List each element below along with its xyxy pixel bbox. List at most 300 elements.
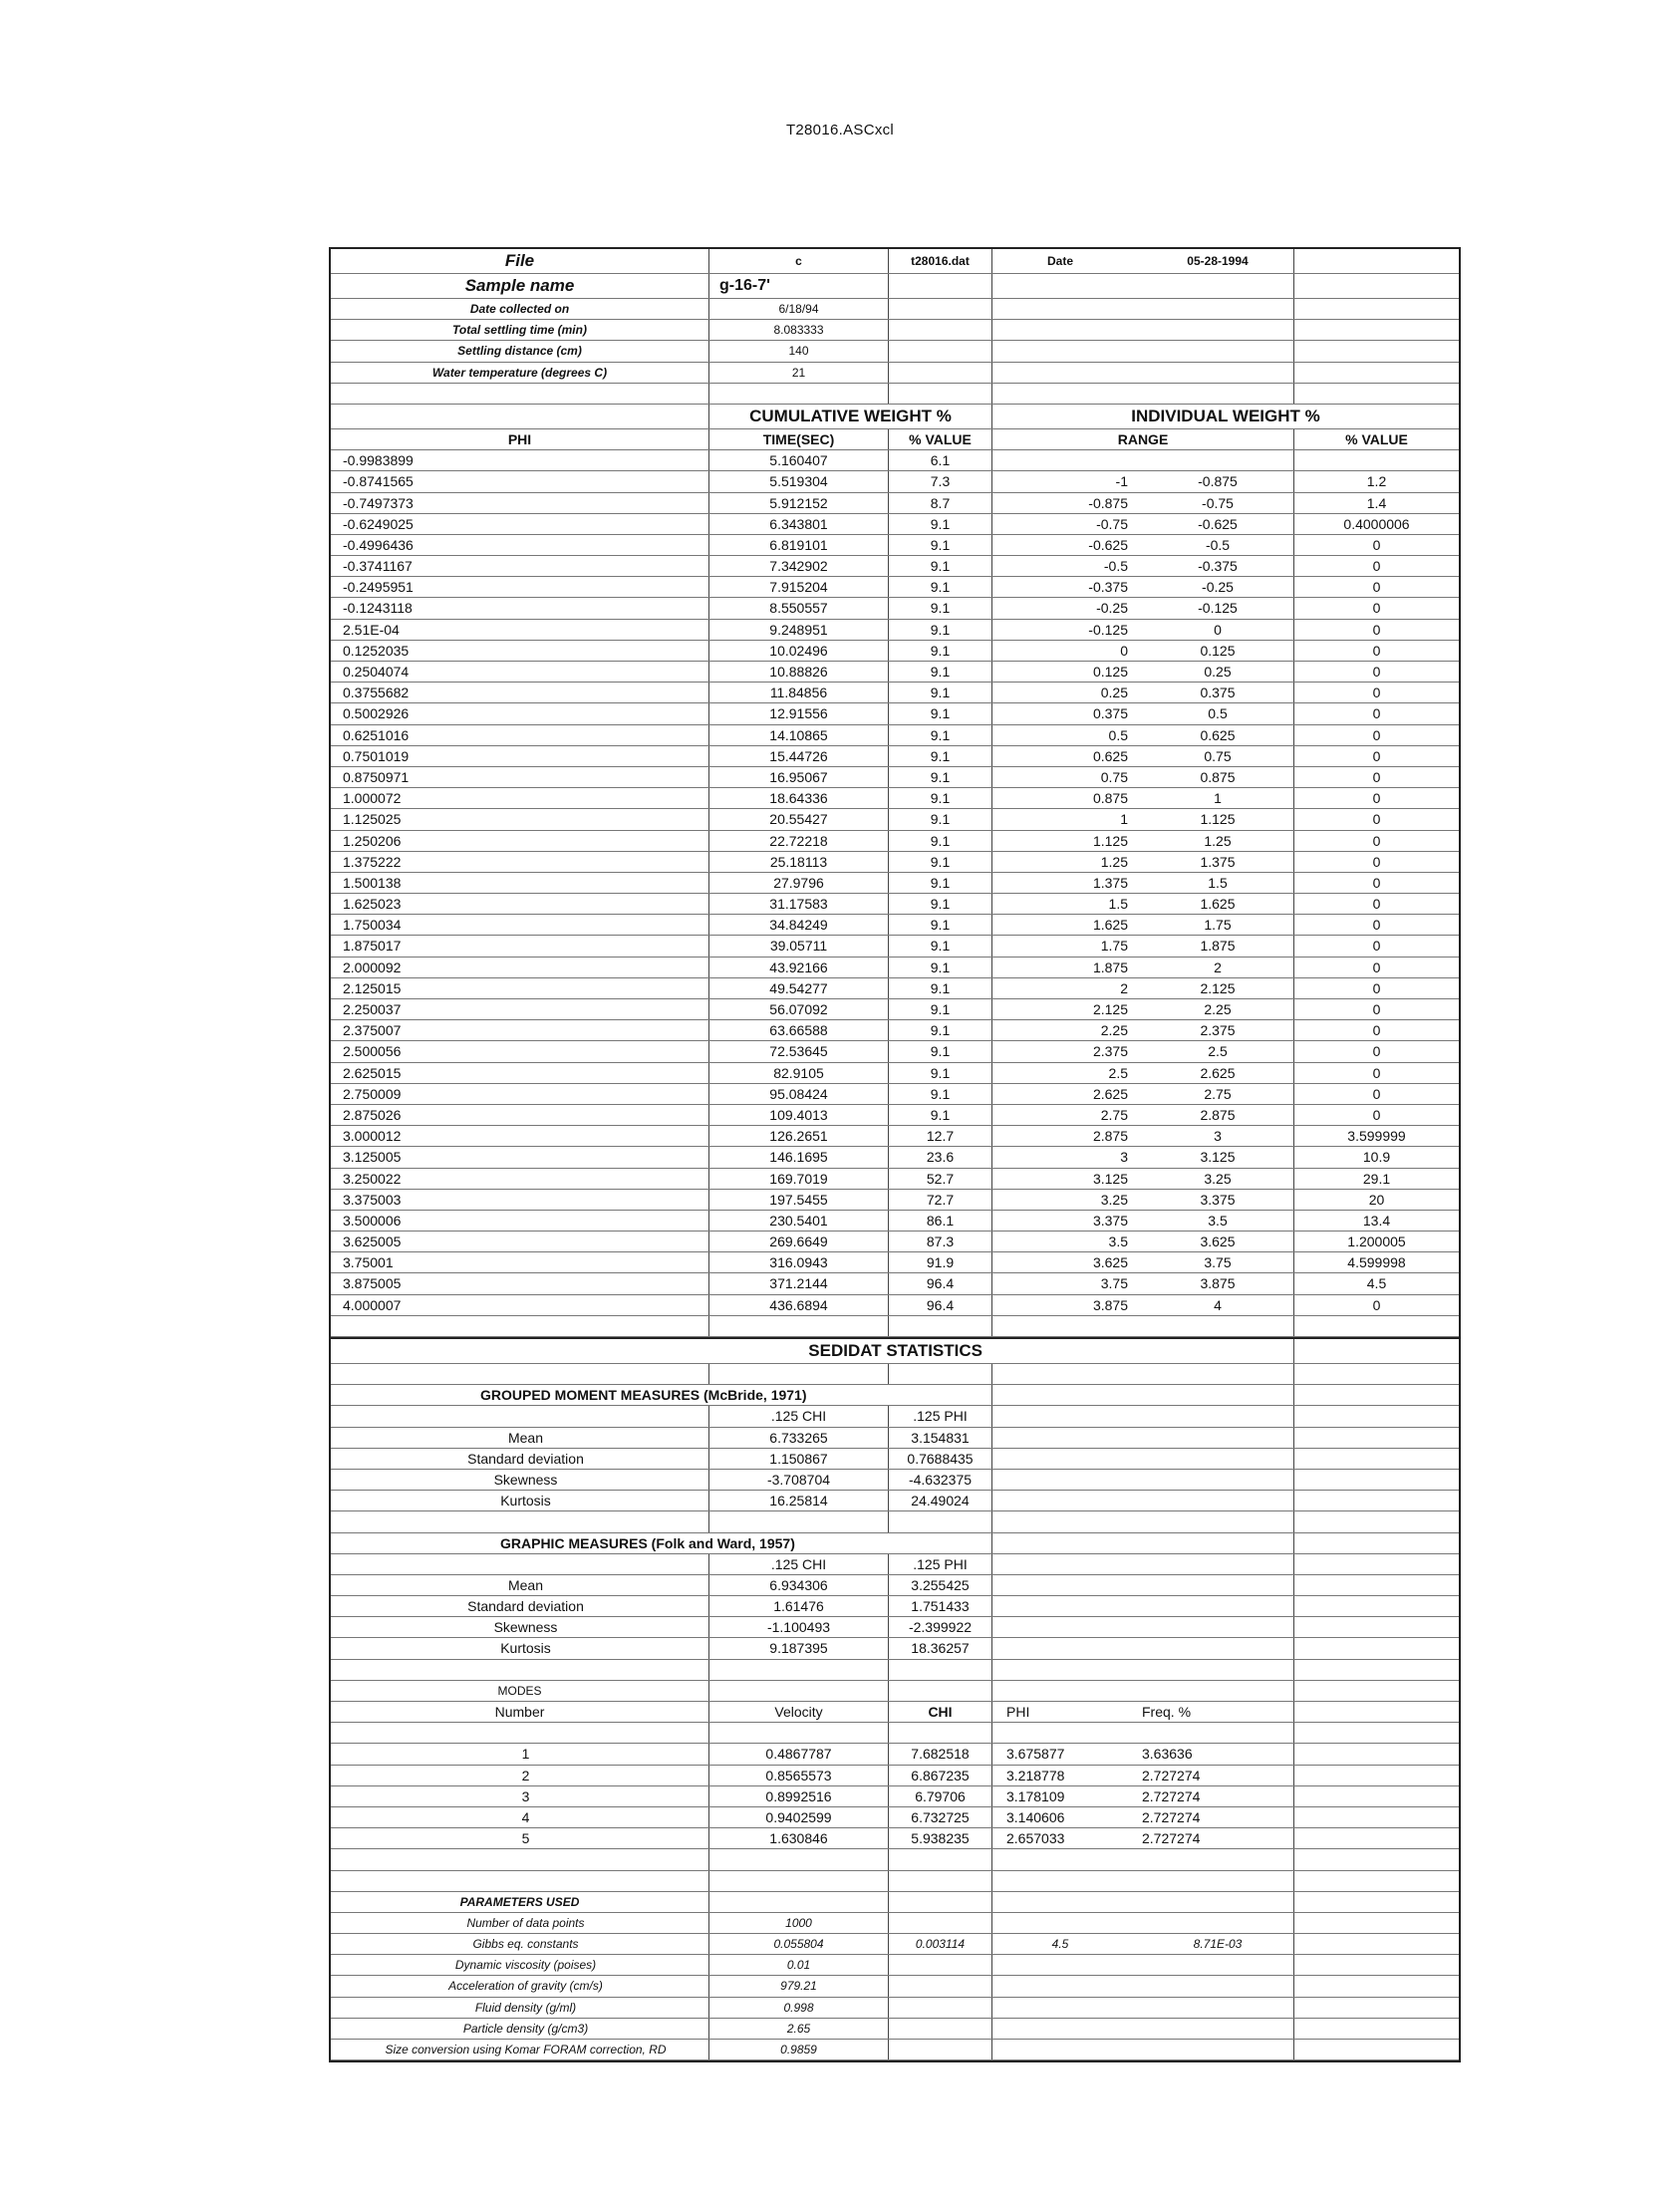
mode-row <box>331 1766 1459 1786</box>
phi-cell: -0.6249025 <box>331 514 709 534</box>
range-start-cell: 2.625 <box>1092 1085 1128 1102</box>
range-end-cell: -0.625 <box>1198 515 1238 532</box>
col-value-header: % VALUE <box>889 429 992 449</box>
individual-value-cell: 4.5 <box>1293 1273 1459 1293</box>
individual-value-cell: 0 <box>1293 999 1459 1019</box>
phi-cell: -0.9983899 <box>331 450 709 470</box>
spacer-row <box>331 1849 1459 1870</box>
cumulative-value-cell: 9.1 <box>889 978 992 998</box>
weight-table-row <box>331 978 1459 999</box>
range-start-cell: 1.125 <box>1092 832 1128 849</box>
empty-cell <box>992 1449 1142 1469</box>
settling-distance-value: 140 <box>709 341 889 361</box>
stat-phi-value: 18.36257 <box>889 1638 992 1658</box>
header-settling-time-row <box>331 320 1459 341</box>
mode-row <box>331 1786 1459 1807</box>
cumulative-value-cell: 9.1 <box>889 535 992 555</box>
range-end-cell: 2 <box>1214 959 1222 975</box>
individual-value-cell: 0 <box>1293 978 1459 998</box>
time-cell: 5.519304 <box>709 471 889 491</box>
header-empty-cell <box>889 274 992 298</box>
mode-phi: 3.218778 <box>1006 1767 1065 1783</box>
individual-value-cell: 0 <box>1293 577 1459 597</box>
range-end-cell: 3.875 <box>1200 1275 1236 1292</box>
settling-distance-label: Settling distance (cm) <box>331 341 709 361</box>
time-cell: 18.64336 <box>709 788 889 808</box>
param-value: 2.65 <box>709 2019 889 2039</box>
range-end-cell: 4 <box>1214 1296 1222 1313</box>
phi-cell: 2.125015 <box>331 978 709 998</box>
mode-chi: 5.938235 <box>889 1828 992 1848</box>
time-cell: 146.1695 <box>709 1147 889 1167</box>
time-cell: 16.95067 <box>709 767 889 787</box>
header-empty-cell <box>1142 274 1293 298</box>
range-start-cell: 0.875 <box>1092 790 1128 807</box>
range-end-cell: -0.5 <box>1205 536 1231 553</box>
weight-table-row <box>331 915 1459 936</box>
range-start-cell: 2 <box>1120 979 1128 996</box>
phi-cell: 0.2504074 <box>331 662 709 682</box>
phi-cell: 2.51E-04 <box>331 620 709 640</box>
time-cell: 197.5455 <box>709 1190 889 1210</box>
range-start-cell: 2.375 <box>1092 1043 1128 1060</box>
time-cell: 22.72218 <box>709 831 889 851</box>
weight-table-row <box>331 1273 1459 1294</box>
mode-freq: 2.727274 <box>1142 1808 1201 1825</box>
range-start-cell: 0.5 <box>1108 726 1128 743</box>
mode-phi: 3.140606 <box>1006 1808 1065 1825</box>
time-cell: 9.248951 <box>709 620 889 640</box>
range-start-cell: 3.625 <box>1092 1254 1128 1271</box>
cumulative-value-cell: 9.1 <box>889 936 992 956</box>
cumulative-value-cell: 23.6 <box>889 1147 992 1167</box>
param-row <box>331 1913 1459 1934</box>
phi-cell: 3.000012 <box>331 1126 709 1146</box>
param-value: 0.9859 <box>709 2040 889 2059</box>
stat-chi-value: 1.61476 <box>709 1596 889 1616</box>
param-label: Particle density (g/cm3) <box>331 2019 709 2039</box>
param-value-3 <box>992 1955 1142 1975</box>
weight-table-row <box>331 1020 1459 1041</box>
range-end-cell: 2.5 <box>1208 1043 1228 1060</box>
individual-value-cell: 0 <box>1293 1063 1459 1083</box>
modes-freq-header: Freq. % <box>1142 1704 1192 1720</box>
param-value-4 <box>1142 1955 1293 1975</box>
cumulative-value-cell: 9.1 <box>889 831 992 851</box>
stat-phi-value: -4.632375 <box>889 1470 992 1490</box>
stat-chi-value: 6.733265 <box>709 1428 889 1448</box>
phi-cell: 2.000092 <box>331 958 709 977</box>
phi-cell: -0.7497373 <box>331 493 709 513</box>
time-cell: 56.07092 <box>709 999 889 1019</box>
range-end-cell: -0.375 <box>1198 558 1238 575</box>
moment-chi-header: .125 CHI <box>709 1406 889 1426</box>
weight-table-row <box>331 1252 1459 1273</box>
param-value-4 <box>1142 1998 1293 2018</box>
phi-cell: 1.625023 <box>331 894 709 914</box>
weight-table-row <box>331 662 1459 683</box>
mode-chi: 6.867235 <box>889 1766 992 1785</box>
param-value-2 <box>889 1976 992 1996</box>
weight-table-row <box>331 788 1459 809</box>
phi-cell: 1.375222 <box>331 852 709 872</box>
cumulative-value-cell: 8.7 <box>889 493 992 513</box>
time-cell: 6.819101 <box>709 535 889 555</box>
range-end-cell: 0.375 <box>1200 685 1236 701</box>
empty-cell <box>1293 1638 1459 1658</box>
stat-chi-value: 1.150867 <box>709 1449 889 1469</box>
stat-row <box>331 1491 1459 1511</box>
individual-value-cell: 13.4 <box>1293 1211 1459 1231</box>
spacer-row <box>331 1723 1459 1744</box>
range-end-cell: 3 <box>1214 1128 1222 1145</box>
range-end-cell: -0.25 <box>1202 579 1234 596</box>
range-start-cell: 0.625 <box>1092 747 1128 764</box>
phi-cell: 0.1252035 <box>331 641 709 661</box>
mode-number: 4 <box>331 1807 709 1827</box>
range-start-cell: -0.625 <box>1088 536 1128 553</box>
weight-table-row <box>331 809 1459 830</box>
cumulative-value-cell: 9.1 <box>889 641 992 661</box>
weight-table-row <box>331 514 1459 535</box>
empty-cell <box>992 1491 1142 1510</box>
range-end-cell: -0.875 <box>1198 473 1238 490</box>
param-row <box>331 1998 1459 2019</box>
weight-table-row <box>331 450 1459 471</box>
individual-value-cell: 0 <box>1293 958 1459 977</box>
param-value-2 <box>889 1998 992 2018</box>
time-cell: 15.44726 <box>709 746 889 766</box>
collected-label: Date collected on <box>331 299 709 319</box>
mode-chi: 6.79706 <box>889 1786 992 1806</box>
stat-chi-value: 9.187395 <box>709 1638 889 1658</box>
param-row <box>331 1934 1459 1955</box>
col-phi-header: PHI <box>331 429 709 449</box>
cumulative-value-cell: 9.1 <box>889 852 992 872</box>
range-start-cell: 0.75 <box>1100 768 1128 785</box>
range-end-cell: 1.125 <box>1200 811 1236 828</box>
header-empty-cell <box>1293 274 1459 298</box>
header-settling-distance-row <box>331 341 1459 362</box>
time-cell: 27.9796 <box>709 873 889 893</box>
param-label: Number of data points <box>331 1913 709 1933</box>
weight-section-header <box>331 405 1459 429</box>
empty-cell <box>1142 1491 1293 1510</box>
time-cell: 82.9105 <box>709 1063 889 1083</box>
individual-value-cell: 0 <box>1293 936 1459 956</box>
stats-title: SEDIDAT STATISTICS <box>808 1341 982 1360</box>
time-cell: 6.343801 <box>709 514 889 534</box>
cumulative-value-cell: 86.1 <box>889 1211 992 1231</box>
range-end-cell: 3.625 <box>1200 1233 1236 1250</box>
phi-cell: 1.875017 <box>331 936 709 956</box>
param-value-4 <box>1142 2019 1293 2039</box>
range-start-cell: -0.125 <box>1088 621 1128 638</box>
param-row <box>331 2019 1459 2040</box>
range-start-cell: 1.5 <box>1108 896 1128 913</box>
phi-cell: 3.125005 <box>331 1147 709 1167</box>
phi-cell: -0.8741565 <box>331 471 709 491</box>
range-start-cell: -1 <box>1115 473 1128 490</box>
range-start-cell: 3.25 <box>1100 1191 1128 1208</box>
cumulative-value-cell: 9.1 <box>889 683 992 702</box>
mode-freq: 3.63636 <box>1142 1746 1193 1763</box>
document-title: T28016.ASCxcl <box>785 122 895 138</box>
mode-freq: 2.727274 <box>1142 1787 1201 1804</box>
cumulative-value-cell: 9.1 <box>889 725 992 745</box>
weight-column-header <box>331 429 1459 450</box>
time-cell: 5.160407 <box>709 450 889 470</box>
stats-title-row <box>331 1337 1459 1364</box>
empty-cell <box>1142 1470 1293 1490</box>
phi-cell: 0.8750971 <box>331 767 709 787</box>
range-end-cell: -0.125 <box>1198 600 1238 617</box>
mode-velocity: 0.9402599 <box>709 1807 889 1827</box>
range-start-cell: 0.375 <box>1092 705 1128 722</box>
phi-cell: 0.6251016 <box>331 725 709 745</box>
header-sample-row <box>331 274 1459 299</box>
weight-table-row <box>331 1147 1459 1168</box>
sample-label: Sample name <box>331 274 709 298</box>
range-start-cell: 1.875 <box>1092 959 1128 975</box>
time-cell: 10.88826 <box>709 662 889 682</box>
mode-freq: 2.727274 <box>1142 1830 1201 1847</box>
range-end-cell: 2.25 <box>1204 1001 1232 1017</box>
weight-table-row <box>331 831 1459 852</box>
param-value-3 <box>992 2019 1142 2039</box>
cumulative-value-cell: 96.4 <box>889 1295 992 1315</box>
phi-cell: 3.375003 <box>331 1190 709 1210</box>
empty-cell <box>1293 1491 1459 1510</box>
weight-table-row <box>331 1105 1459 1126</box>
time-cell: 95.08424 <box>709 1084 889 1104</box>
modes-velocity-header: Velocity <box>709 1702 889 1722</box>
weight-table-row <box>331 471 1459 492</box>
param-value-3 <box>992 1998 1142 2018</box>
stat-label: Kurtosis <box>331 1491 709 1510</box>
param-value-2 <box>889 1955 992 1975</box>
range-end-cell: 0.25 <box>1204 664 1232 680</box>
cumulative-value-cell: 9.1 <box>889 703 992 723</box>
time-cell: 7.915204 <box>709 577 889 597</box>
phi-cell: -0.1243118 <box>331 598 709 618</box>
empty-cell <box>1293 1934 1459 1954</box>
spacer-row <box>331 1316 1459 1337</box>
param-label: Size conversion using Komar FORAM correction, RD <box>331 2040 709 2059</box>
col-time-header: TIME(SEC) <box>709 429 889 449</box>
param-value-2 <box>889 2040 992 2059</box>
weight-table-row <box>331 767 1459 788</box>
cumulative-value-cell: 9.1 <box>889 620 992 640</box>
stat-label: Skewness <box>331 1470 709 1490</box>
phi-cell: 1.125025 <box>331 809 709 829</box>
graphic-title-row <box>331 1533 1459 1554</box>
individual-value-cell: 0 <box>1293 662 1459 682</box>
modes-phi-header: PHI <box>1006 1704 1030 1720</box>
time-cell: 5.912152 <box>709 493 889 513</box>
empty-cell <box>992 1470 1142 1490</box>
empty-cell <box>992 1596 1142 1616</box>
header-file-row <box>331 249 1459 274</box>
stat-label: Skewness <box>331 1617 709 1637</box>
range-start-cell: 2.75 <box>1100 1106 1128 1123</box>
spacer-row <box>331 1660 1459 1681</box>
graphic-phi-header: .125 PHI <box>889 1554 992 1574</box>
range-end-cell: 0.875 <box>1200 768 1236 785</box>
time-cell: 63.66588 <box>709 1020 889 1040</box>
mode-row <box>331 1828 1459 1849</box>
phi-cell: 1.250206 <box>331 831 709 851</box>
cumulative-value-cell: 9.1 <box>889 1084 992 1104</box>
spacer-row <box>331 384 1459 405</box>
param-value-2 <box>889 2019 992 2039</box>
weight-table-row <box>331 1126 1459 1147</box>
time-cell: 25.18113 <box>709 852 889 872</box>
individual-value-cell: 0 <box>1293 703 1459 723</box>
weight-table-row <box>331 1211 1459 1232</box>
range-start-cell: 0 <box>1120 642 1128 659</box>
range-end-cell: 1.25 <box>1204 832 1232 849</box>
range-start-cell: 1.625 <box>1092 917 1128 934</box>
stat-phi-value: 1.751433 <box>889 1596 992 1616</box>
weight-rows <box>331 450 1459 1316</box>
stat-chi-value: -3.708704 <box>709 1470 889 1490</box>
individual-value-cell: 0 <box>1293 809 1459 829</box>
range-start-cell: -0.75 <box>1096 515 1128 532</box>
cumulative-value-cell: 52.7 <box>889 1169 992 1189</box>
weight-table-row <box>331 958 1459 978</box>
cumulative-value-cell: 9.1 <box>889 894 992 914</box>
time-cell: 39.05711 <box>709 936 889 956</box>
phi-cell: 1.500138 <box>331 873 709 893</box>
phi-cell: 2.250037 <box>331 999 709 1019</box>
stat-label: Mean <box>331 1428 709 1448</box>
cumulative-value-cell: 9.1 <box>889 746 992 766</box>
individual-value-cell: 0 <box>1293 1295 1459 1315</box>
range-start-cell: 3 <box>1120 1149 1128 1166</box>
weight-table-row <box>331 725 1459 746</box>
time-cell: 12.91556 <box>709 703 889 723</box>
individual-value-cell: 0 <box>1293 620 1459 640</box>
cumulative-value-cell: 9.1 <box>889 873 992 893</box>
modes-col-header <box>331 1702 1459 1723</box>
empty-cell <box>1293 1955 1459 1975</box>
phi-cell: 2.750009 <box>331 1084 709 1104</box>
range-start-cell: 2.875 <box>1092 1128 1128 1145</box>
date-label: Date <box>1046 254 1073 268</box>
range-end-cell: 1.625 <box>1200 896 1236 913</box>
empty-cell <box>1142 1449 1293 1469</box>
range-start-cell: 1.25 <box>1100 853 1128 870</box>
phi-cell: 3.875005 <box>331 1273 709 1293</box>
range-end-cell: 1.75 <box>1204 917 1232 934</box>
mode-row <box>331 1744 1459 1765</box>
time-cell: 269.6649 <box>709 1232 889 1251</box>
weight-table-row <box>331 894 1459 915</box>
cumulative-value-cell: 9.1 <box>889 767 992 787</box>
individual-value-cell: 0 <box>1293 598 1459 618</box>
cumulative-value-cell: 9.1 <box>889 662 992 682</box>
spacer-row <box>331 1511 1459 1532</box>
weight-table-row <box>331 620 1459 641</box>
param-value: 979.21 <box>709 1976 889 1996</box>
range-end-cell: 0.75 <box>1204 747 1232 764</box>
settling-time-value: 8.083333 <box>709 320 889 340</box>
param-value: 0.055804 <box>709 1934 889 1954</box>
phi-cell: 1.000072 <box>331 788 709 808</box>
range-end-cell: 2.125 <box>1200 979 1236 996</box>
param-label: Acceleration of gravity (cm/s) <box>331 1976 709 1996</box>
cumulative-value-cell: 6.1 <box>889 450 992 470</box>
range-end-cell: 3.75 <box>1204 1254 1232 1271</box>
time-cell: 126.2651 <box>709 1126 889 1146</box>
params-rows <box>331 1913 1459 2060</box>
weight-table-row <box>331 746 1459 767</box>
empty-cell <box>1293 1449 1459 1469</box>
cumulative-value-cell: 7.3 <box>889 471 992 491</box>
mode-velocity: 0.8992516 <box>709 1786 889 1806</box>
empty-cell <box>992 1617 1142 1637</box>
empty-cell <box>1142 1617 1293 1637</box>
param-value-2: 0.003114 <box>889 1934 992 1954</box>
cumulative-value-cell: 9.1 <box>889 556 992 576</box>
range-start-cell: 3.5 <box>1108 1233 1128 1250</box>
col-range-header: RANGE <box>1117 430 1169 447</box>
individual-value-cell: 0 <box>1293 1105 1459 1125</box>
time-cell: 11.84856 <box>709 683 889 702</box>
modes-chi-header: CHI <box>889 1702 992 1722</box>
range-start-cell: 3.75 <box>1100 1275 1128 1292</box>
stat-chi-value: 16.25814 <box>709 1491 889 1510</box>
param-value: 1000 <box>709 1913 889 1933</box>
param-value-3: 4.5 <box>1051 1937 1069 1952</box>
moment-rows <box>331 1428 1459 1512</box>
phi-cell: 3.250022 <box>331 1169 709 1189</box>
individual-value-cell: 1.2 <box>1293 471 1459 491</box>
range-end-cell: 2.375 <box>1200 1022 1236 1039</box>
mode-number: 1 <box>331 1744 709 1764</box>
empty-cell <box>1293 2019 1459 2039</box>
stat-row <box>331 1470 1459 1491</box>
param-row <box>331 2040 1459 2060</box>
range-start-cell: 1 <box>1120 811 1128 828</box>
mode-phi: 2.657033 <box>1006 1830 1065 1847</box>
stat-label: Standard deviation <box>331 1449 709 1469</box>
water-temp-label: Water temperature (degrees C) <box>331 363 709 383</box>
stat-label: Kurtosis <box>331 1638 709 1658</box>
graphic-rows <box>331 1575 1459 1660</box>
weight-table-row <box>331 852 1459 873</box>
time-cell: 49.54277 <box>709 978 889 998</box>
phi-cell: -0.2495951 <box>331 577 709 597</box>
cumulative-value-cell: 9.1 <box>889 1041 992 1061</box>
stat-chi-value: 6.934306 <box>709 1575 889 1595</box>
spacer-row <box>331 1364 1459 1385</box>
stat-label: Mean <box>331 1575 709 1595</box>
individual-value-cell: 29.1 <box>1293 1169 1459 1189</box>
individual-value-cell: 0 <box>1293 873 1459 893</box>
weight-table-row <box>331 493 1459 514</box>
phi-cell: 1.750034 <box>331 915 709 935</box>
moment-phi-header: .125 PHI <box>889 1406 992 1426</box>
individual-value-cell: 20 <box>1293 1190 1459 1210</box>
empty-cell <box>1293 2040 1459 2059</box>
weight-table-row <box>331 1063 1459 1084</box>
time-cell: 20.55427 <box>709 809 889 829</box>
cumulative-weight-heading: CUMULATIVE WEIGHT % <box>709 405 992 428</box>
cumulative-value-cell: 96.4 <box>889 1273 992 1293</box>
phi-cell: 4.000007 <box>331 1295 709 1315</box>
